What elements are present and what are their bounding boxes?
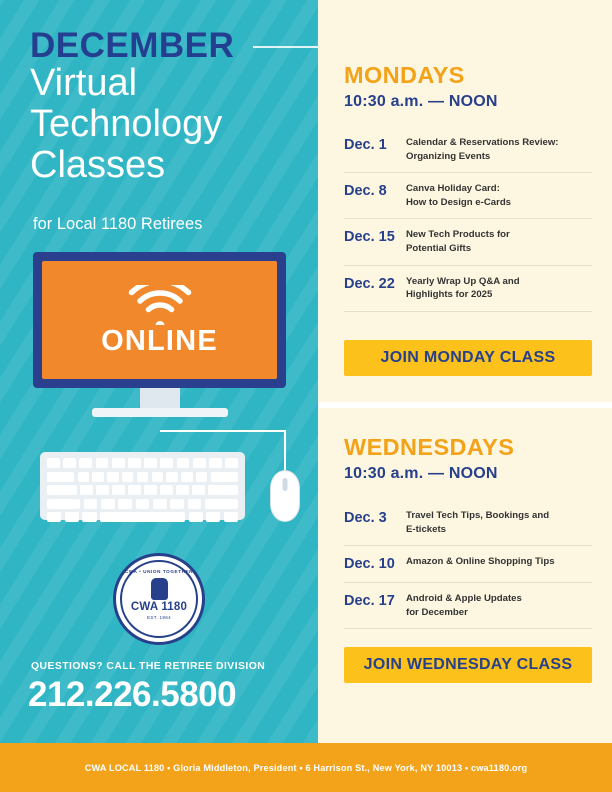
mouse-scroll-wheel <box>283 478 288 491</box>
page-title-line-3: Classes <box>30 144 166 187</box>
key <box>47 485 77 495</box>
key <box>211 472 238 482</box>
class-description <box>406 228 592 255</box>
key <box>225 458 238 468</box>
screen-label: ONLINE <box>101 324 218 357</box>
key <box>196 472 207 482</box>
mouse-cord-horizontal <box>160 430 286 432</box>
keyboard-row <box>47 499 238 509</box>
left-hero-panel <box>0 0 318 743</box>
key <box>96 458 109 468</box>
cwa-logo <box>113 553 205 645</box>
keyboard-row <box>47 485 238 495</box>
key <box>92 472 103 482</box>
class-description-line-2: for December <box>406 606 468 618</box>
class-description-line-1: Yearly Wrap Up Q&A and <box>406 275 520 287</box>
monitor-stand-neck <box>140 388 180 410</box>
key <box>137 472 148 482</box>
key <box>78 472 89 482</box>
key <box>177 458 190 468</box>
key <box>166 472 177 482</box>
class-description-line-1: Canva Holiday Card: <box>406 183 500 195</box>
class-date: Dec. 15 <box>344 229 395 246</box>
key <box>63 458 76 468</box>
key <box>136 499 150 509</box>
questions-label: QUESTIONS? CALL THE RETIREE DIVISION <box>31 661 266 672</box>
list-item <box>344 219 592 265</box>
monday-panel <box>318 0 612 408</box>
month-heading: DECEMBER <box>30 26 235 65</box>
key <box>47 499 80 509</box>
footer-text: CWA LOCAL 1180 • Gloria Middleton, President • 6 Harrison St., New York, NY 10013 • cwa1180.org <box>84 762 528 773</box>
class-description-line-2: Potential Gifts <box>406 243 472 255</box>
key <box>47 458 60 468</box>
key <box>160 485 172 495</box>
monday-class-list <box>344 127 592 312</box>
cwa-logo-inner <box>120 560 198 638</box>
list-item <box>344 266 592 312</box>
keyboard-row <box>47 472 238 482</box>
key <box>209 458 222 468</box>
key <box>153 499 167 509</box>
wednesday-section-title: WEDNESDAYS <box>344 434 515 460</box>
page-title <box>30 63 310 186</box>
key <box>112 458 125 468</box>
class-date: Dec. 17 <box>344 592 395 609</box>
key <box>160 458 173 468</box>
key <box>107 472 118 482</box>
class-date: Dec. 22 <box>344 275 395 292</box>
wednesday-panel <box>318 408 612 743</box>
list-item <box>344 546 592 583</box>
class-date: Dec. 8 <box>344 183 387 200</box>
class-description <box>406 275 592 302</box>
monitor-stand-base <box>92 408 228 417</box>
keyboard-row <box>47 458 238 468</box>
heading-divider <box>253 46 318 48</box>
monitor-icon <box>33 252 286 388</box>
cwa-logo-arc-top: CWA • UNION TOGETHER <box>124 569 194 574</box>
key <box>96 485 108 495</box>
key <box>65 512 79 522</box>
monday-section-time: 10:30 a.m. — NOON <box>344 93 498 110</box>
list-item <box>344 583 592 629</box>
list-item <box>344 500 592 546</box>
class-description <box>406 136 592 163</box>
class-description <box>406 182 592 209</box>
monitor-screen <box>42 261 277 379</box>
key <box>128 485 140 495</box>
wednesday-class-list <box>344 500 592 629</box>
cwa-logo-est: EST. 1964 <box>147 615 171 621</box>
class-description <box>406 592 592 619</box>
class-description-line-2: E-tickets <box>406 523 446 535</box>
page-subtitle: for Local 1180 Retirees <box>33 215 203 233</box>
key <box>224 512 238 522</box>
key <box>144 485 156 495</box>
phone-number[interactable]: 212.226.5800 <box>28 675 237 714</box>
key <box>176 485 188 495</box>
list-item <box>344 127 592 173</box>
class-date: Dec. 1 <box>344 137 387 153</box>
mouse-cord-vertical <box>284 430 286 472</box>
fist-icon <box>151 578 168 600</box>
key <box>47 472 74 482</box>
key <box>84 499 98 509</box>
wifi-icon <box>128 285 192 325</box>
class-date: Dec. 3 <box>344 510 387 526</box>
key <box>192 485 204 495</box>
class-date: Dec. 10 <box>344 556 395 573</box>
key <box>206 512 220 522</box>
page-title-line-1: Virtual <box>30 62 138 104</box>
key <box>80 485 92 495</box>
class-description-line-1: Amazon & Online Shopping Tips <box>406 556 555 568</box>
key <box>170 499 184 509</box>
page-title-line-2: Technology <box>30 103 223 146</box>
key <box>128 458 141 468</box>
key <box>193 458 206 468</box>
key <box>82 512 96 522</box>
class-description-line-1: New Tech Products for <box>406 229 510 241</box>
key <box>188 499 202 509</box>
key <box>118 499 132 509</box>
monday-section-title: MONDAYS <box>344 62 465 88</box>
key <box>112 485 124 495</box>
class-description <box>406 555 592 569</box>
footer-bar <box>0 743 612 792</box>
class-description-line-1: Calendar & Reservations Review: <box>406 137 559 148</box>
class-description-line-2: Highlights for 2025 <box>406 289 493 301</box>
key <box>144 458 157 468</box>
class-description-line-2: How to Design e-Cards <box>406 196 512 208</box>
keyboard-icon <box>40 452 245 520</box>
class-description-line-1: Android & Apple Updates <box>406 592 522 604</box>
keyboard-row <box>47 512 238 522</box>
key <box>208 485 238 495</box>
key <box>189 512 203 522</box>
cwa-logo-name: CWA 1180 <box>130 600 188 613</box>
class-description-line-2: Organizing Events <box>406 150 491 162</box>
key <box>181 472 192 482</box>
join-monday-class-button[interactable]: JOIN MONDAY CLASS <box>344 340 592 376</box>
spacebar-key <box>100 512 185 522</box>
wednesday-section-time: 10:30 a.m. — NOON <box>344 465 498 482</box>
key <box>122 472 133 482</box>
key <box>47 512 61 522</box>
class-description-line-1: Travel Tech Tips, Bookings and <box>406 510 550 521</box>
key <box>79 458 92 468</box>
key <box>101 499 115 509</box>
class-description <box>406 509 592 536</box>
join-wednesday-class-button[interactable]: JOIN WEDNESDAY CLASS <box>344 647 592 683</box>
schedule-column <box>318 0 612 743</box>
key <box>205 499 238 509</box>
mouse-icon <box>270 470 300 522</box>
list-item <box>344 173 592 219</box>
key <box>152 472 163 482</box>
